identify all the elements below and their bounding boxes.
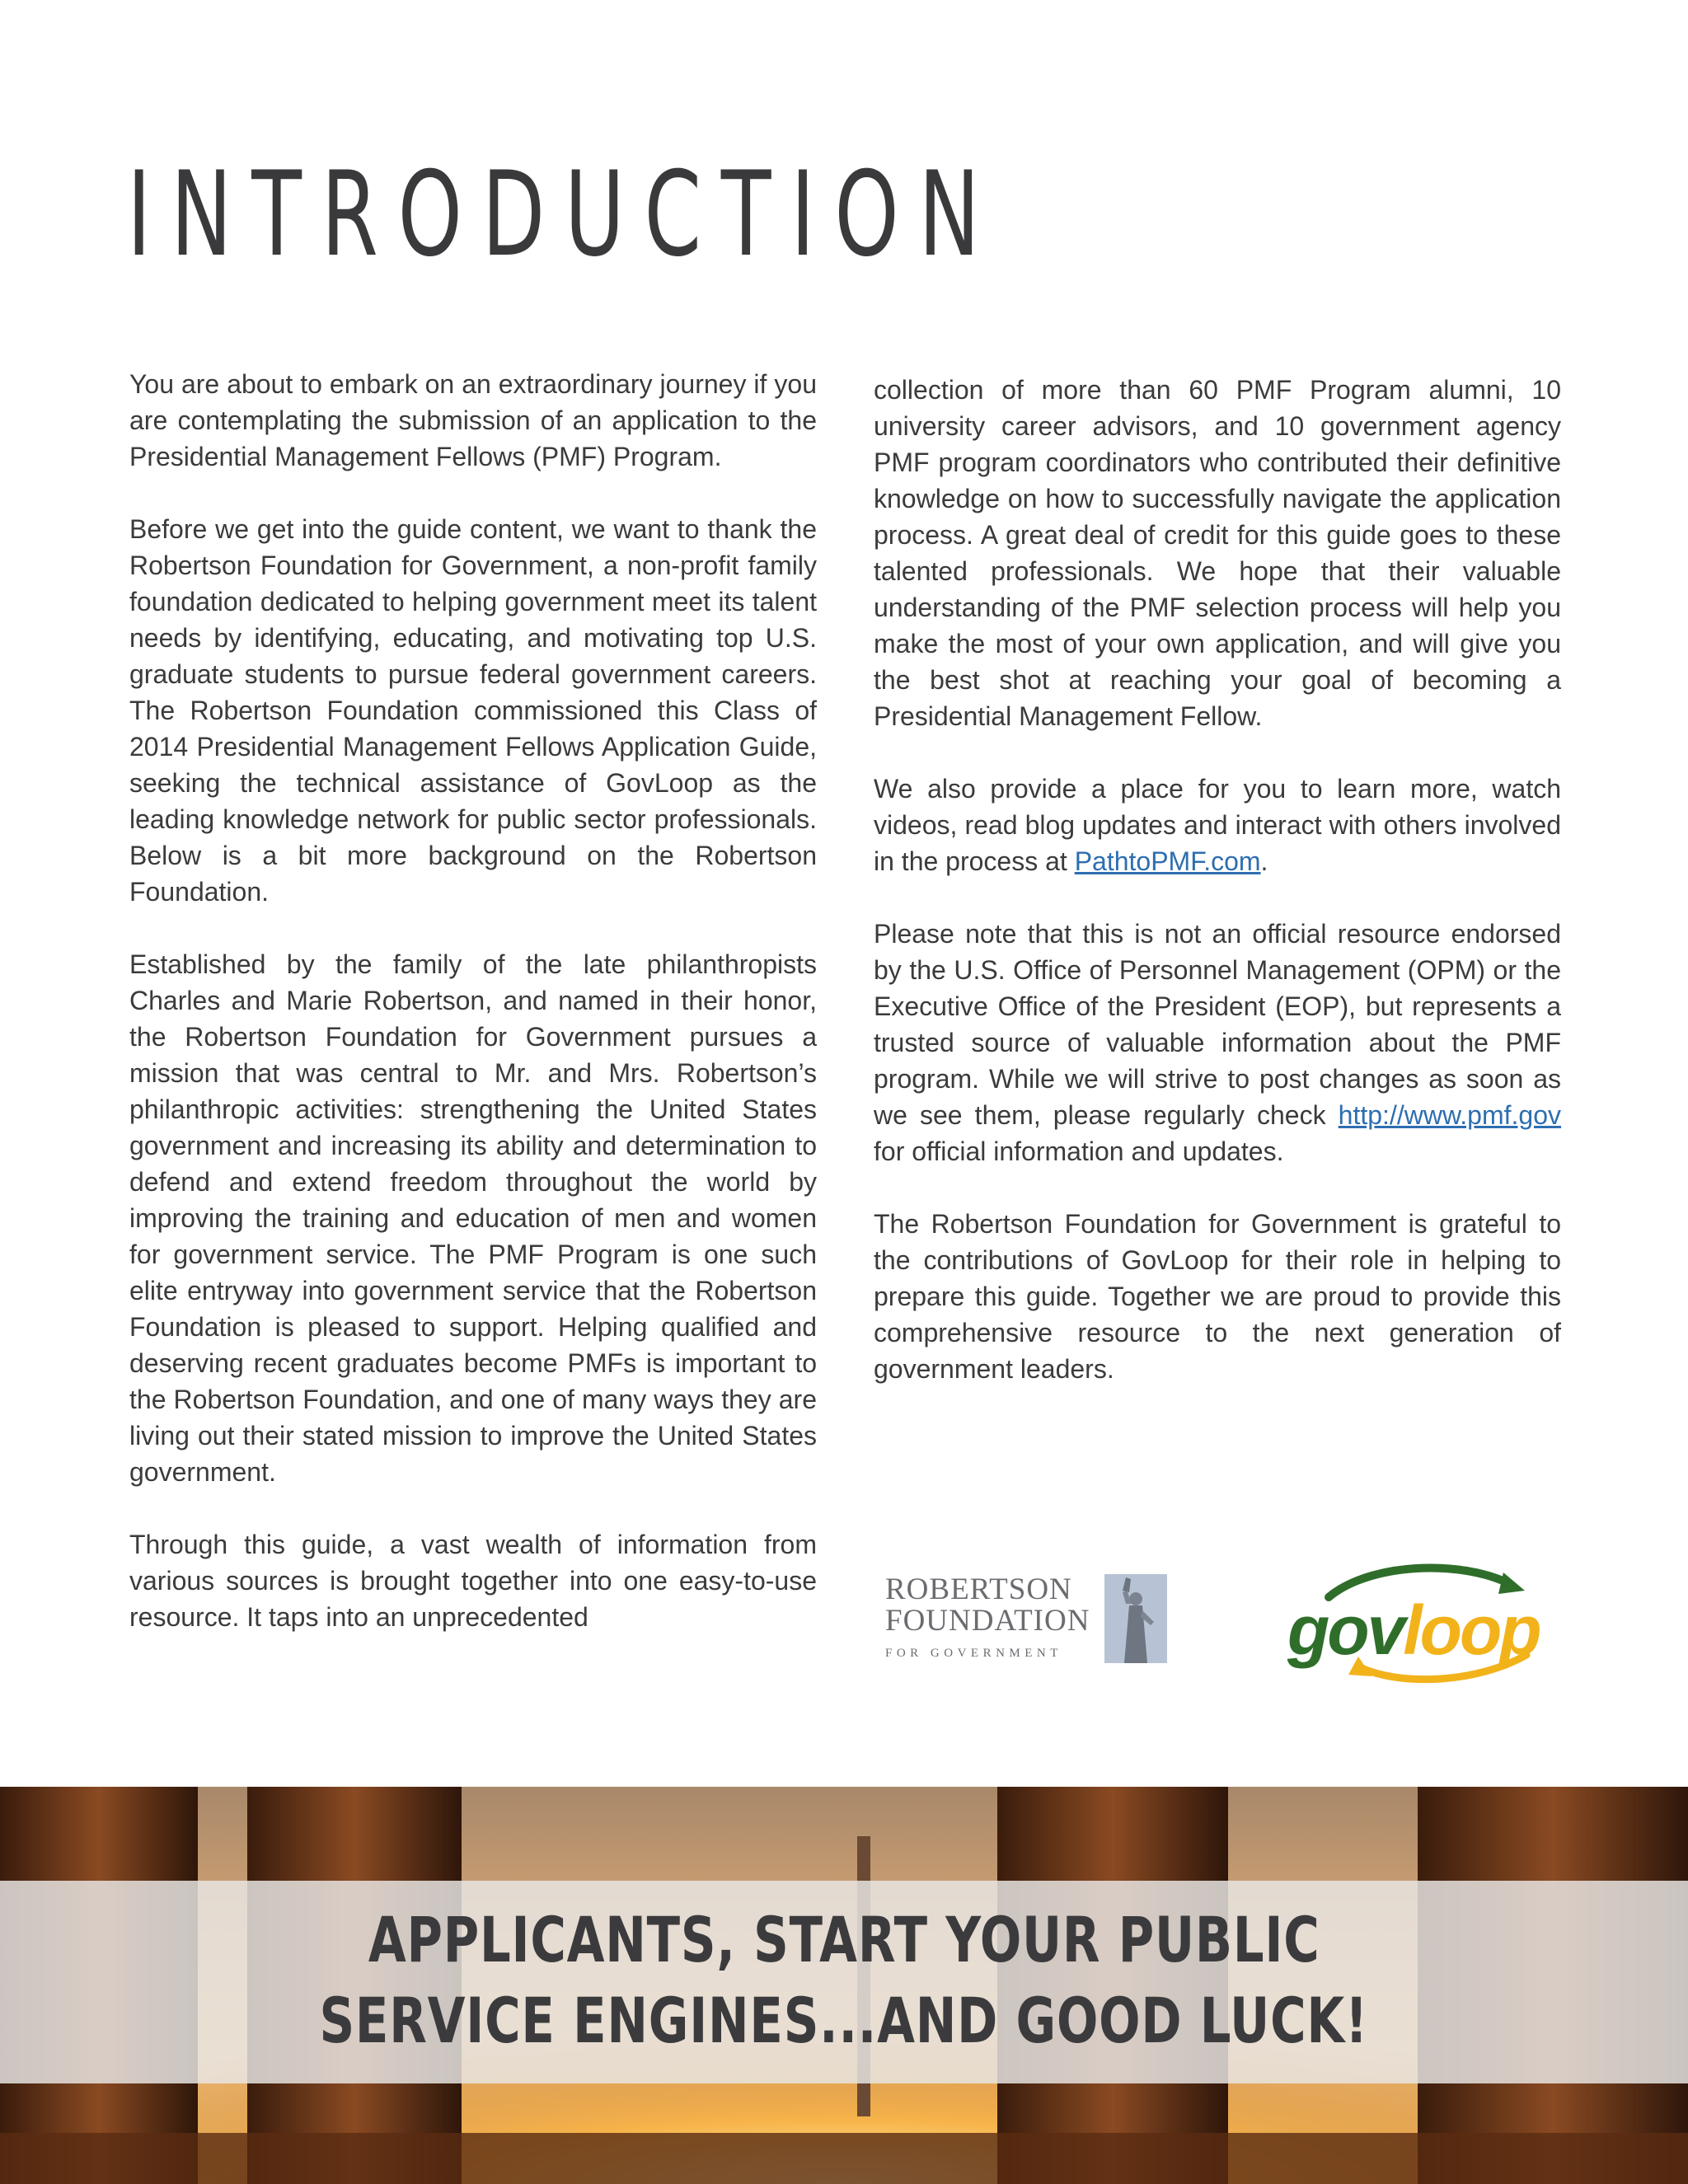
pmf-gov-link[interactable]: http://www.pmf.gov	[1338, 1100, 1561, 1130]
robertson-logo-line3: FOR GOVERNMENT	[885, 1647, 1062, 1660]
intro-paragraph: You are about to embark on an extraordinary journey if you are contemplating the submission of an application to the Presidential Management Fellows (PMF) Program.	[129, 369, 817, 471]
disclaimer-text-end: for official information and updates.	[874, 1137, 1284, 1166]
footer-banner	[0, 1787, 1688, 2184]
resources-paragraph	[874, 771, 1561, 879]
robertson-logo-line1: ROBERTSON	[885, 1572, 1072, 1606]
govloop-gov: gov	[1287, 1591, 1404, 1669]
resources-text: We also provide a place for you to learn more, watch videos, read blog updates and interact with others involved in the process at	[874, 774, 1561, 876]
gratitude-paragraph: The Robertson Foundation for Government is grateful to the contributions of GovLoop for their role in helping to prepare this guide. Together we are proud to provide this comprehensive resource to the next generation of government leaders.	[874, 1209, 1561, 1384]
disclaimer-paragraph	[874, 916, 1561, 1169]
robertson-logo-text	[885, 1574, 1101, 1661]
resources-text-end: .	[1260, 846, 1268, 876]
banner-line2-text: SERVICE ENGINES...AND GOOD LUCK!	[319, 1984, 1369, 2057]
guide-sources-paragraph: Through this guide, a vast wealth of information from various sources is brought together into one easy-to-use resource. It taps into an unprecedented	[129, 1530, 817, 1632]
robertson-logo-line2: FOUNDATION	[885, 1604, 1090, 1638]
robertson-foundation-logo	[885, 1574, 1167, 1666]
thanks-paragraph: Before we get into the guide content, we want to thank the Robertson Foundation for Government, a non-profit family foundation dedicated to helping government meet its talent needs by identifying, educating, and motivating top U.S. graduate students to pursue federal government careers. The Robertson Foundation commissioned this Class of 2014 Presidential Management Fellows Application Guide, seeking the technical assistance of GovLoop as the leading knowledge network for public sector professionals. Below is a bit more background on the Robertson Foundation.	[129, 514, 817, 907]
contributors-paragraph: collection of more than 60 PMF Program alumni, 10 university career advisors, and 10 government agency PMF program coordinators who contributed their definitive knowledge on how to successfully navigate the application process. A great deal of credit for this guide goes to these talented professionals. We hope that their valuable understanding of the PMF selection process will help you make the most of your own application, and will give you the best shot at reaching your goal of becoming a Presidential Management Fellow.	[874, 375, 1561, 731]
banner-headline-line2	[0, 1984, 1688, 2057]
page-title: INTRODUCTION	[127, 147, 1000, 283]
banner-line1-text: APPLICANTS, START YOUR PUBLIC	[368, 1903, 1320, 1976]
statue-of-liberty-icon	[1104, 1574, 1167, 1663]
govloop-loop: loop	[1403, 1591, 1540, 1669]
disclaimer-text: Please note that this is not an official resource endorsed by the U.S. Office of Personnel Management (OPM) or the Executive Office of the President (EOP), but represents a trusted source of valuable information about the PMF program. While we will strive to post changes as soon as we see them, please regularly check	[874, 919, 1561, 1130]
right-column	[874, 372, 1561, 1423]
left-column	[129, 366, 817, 1671]
foundation-background-paragraph: Established by the family of the late philanthropists Charles and Marie Robertson, and named in their honor, the Robertson Foundation for Government pursues a mission that was central to Mr. and Mrs. Robertson’s philanthropic activities: strengthening the United States government and increasing its ability and determination to defend and extend freedom throughout the world by improving the training and education of men and women for government service. The PMF Program is one such elite entryway into government service that the Robertson Foundation is pleased to support. Helping qualified and deserving recent graduates become PMFs is important to the Robertson Foundation, and one of many ways they are living out their stated mission to improve the United States government.	[129, 949, 817, 1487]
govloop-logo	[1279, 1554, 1559, 1686]
pathtopmf-link[interactable]: PathtoPMF.com	[1074, 846, 1261, 876]
govloop-wordmark	[1287, 1591, 1540, 1671]
banner-headline-line1	[0, 1903, 1688, 1976]
